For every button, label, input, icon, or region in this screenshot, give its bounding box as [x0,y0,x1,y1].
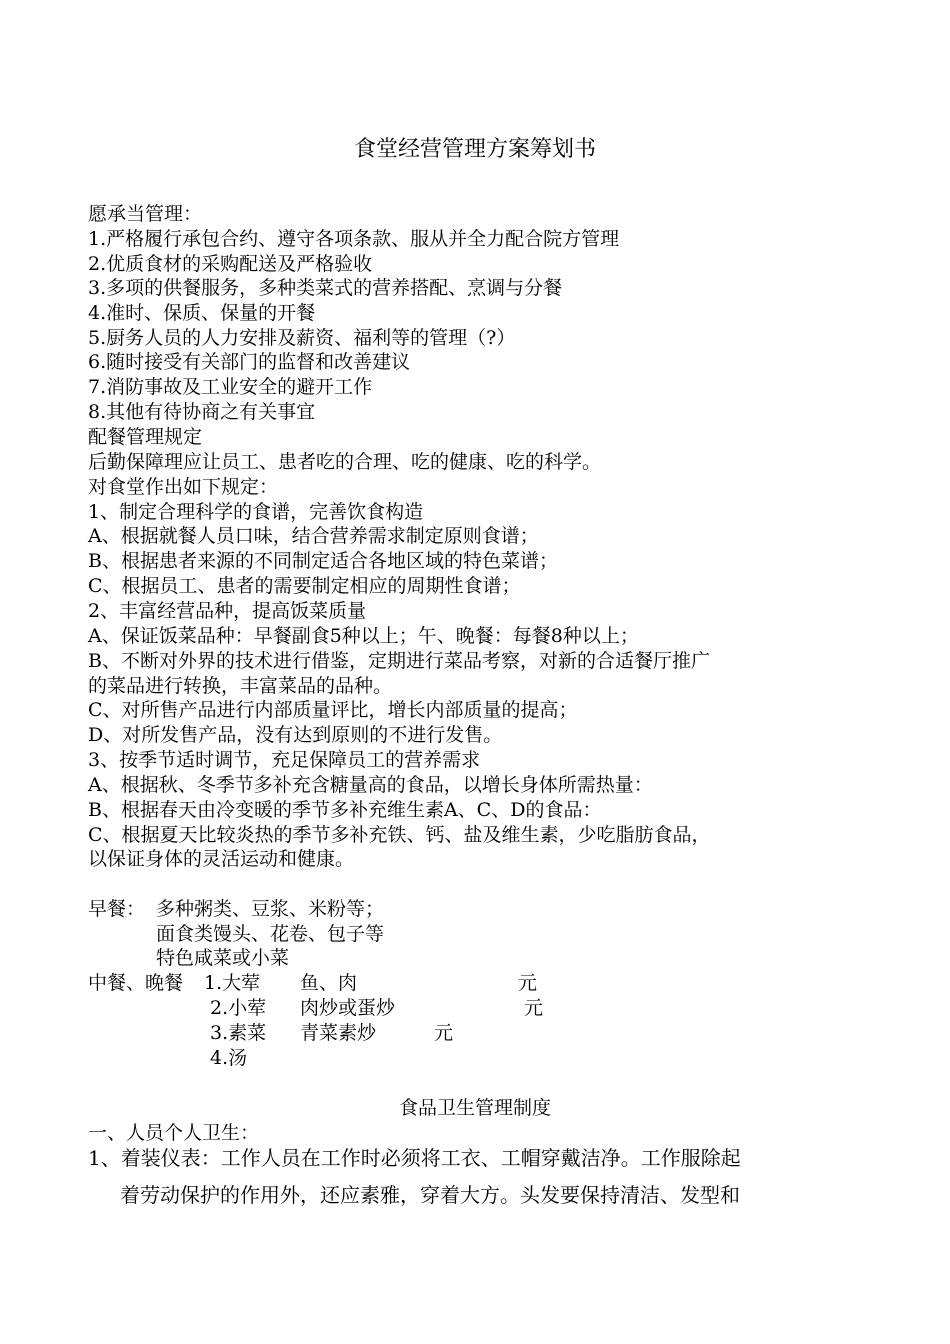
rule-line: B、不断对外界的技术进行借鉴，定期进行菜品考察，对新的合适餐厅推广 [88,650,710,672]
document-title: 食堂经营管理方案筹划书 [353,137,596,162]
rule-line: 1、制定合理科学的食谱，完善饮食构造 [88,501,424,523]
duty-item: 1.严格履行承包合约、遵守各项条款、服从并全力配合院方管理 [88,228,620,250]
section-lead: 对食堂作出如下规定： [88,476,279,498]
duty-item: 3.多项的供餐服务，多种类菜式的营养搭配、烹调与分餐 [88,277,563,299]
intro-line: 愿承当管理： [88,203,203,225]
duty-item: 6.随时接受有关部门的监督和改善建议 [88,351,411,373]
rule-line: D、对所发售产品，没有达到原则的不进行发售。 [88,724,503,746]
duty-item: 4.准时、保质、保量的开餐 [88,302,316,324]
section-title: 配餐管理规定 [88,426,203,448]
rule-line: A、根据就餐人员口味，结合营养需求制定原则食谱； [88,525,539,547]
rule-line: 的菜品进行转换，丰富菜品的品种。 [88,675,393,697]
rule-line: B、根据患者来源的不同制定适合各地区域的特色菜谱； [88,550,558,572]
breakfast-item: 特色咸菜或小菜 [156,947,290,969]
duty-item: 7.消防事故及工业安全的避开工作 [88,376,373,398]
lunch-item-desc: 肉炒或蛋炒 [300,997,396,1019]
hygiene-heading: 一、人员个人卫生： [88,1122,260,1144]
rule-line: C、根据夏天比较炎热的季节多补充铁、钙、盐及维生素，少吃脂肪食品， [88,824,711,846]
hygiene-item-line: 着劳动保护的作用外，还应素雅，穿着大方。头发要保持清洁、发型和 [120,1183,740,1207]
hygiene-title: 食品卫生管理制度 [398,1097,551,1119]
section-intro: 后勤保障理应让员工、患者吃的合理、吃的健康、吃的科学。 [88,451,602,473]
rule-line: C、对所售产品进行内部质量评比，增长内部质量的提高； [88,699,578,721]
hygiene-item-line: 1、着装仪表：工作人员在工作时必须将工衣、工帽穿戴洁净。工作服除起 [88,1146,741,1170]
rule-line: B、根据春天由冷变暖的季节多补充维生素A、C、D的食品： [88,799,602,821]
duty-item: 2.优质食材的采购配送及严格验收 [88,253,373,275]
rule-line: C、根据员工、患者的需要制定相应的周期性食谱； [88,575,521,597]
rule-line: A、保证饭菜品种：早餐副食5种以上；午、晚餐：每餐8种以上； [88,625,639,647]
lunch-item-price-unit: 元 [518,972,538,994]
breakfast-item: 面食类馒头、花卷、包子等 [156,923,385,945]
lunch-item-number: 3.素菜 [210,1022,267,1044]
breakfast-label: 早餐： [88,898,146,920]
lunch-item-desc: 鱼、肉 [300,972,358,994]
duty-item: 5.厨务人员的人力安排及薪资、福利等的管理（?） [88,327,516,349]
rule-line: 2、丰富经营品种，提高饭菜质量 [88,600,367,622]
lunch-item-price-unit: 元 [434,1022,454,1044]
lunch-label: 中餐、晚餐 [88,972,184,994]
rule-line: 3、按季节适时调节，充足保障员工的营养需求 [88,749,481,771]
duty-item: 8.其他有待协商之有关事宜 [88,401,316,423]
breakfast-item: 多种粥类、豆浆、米粉等； [156,898,385,920]
rule-line: A、根据秋、冬季节多补充含糖量高的食品，以增长身体所需热量： [88,774,653,796]
lunch-item-number: 1.大荤 [204,972,261,994]
lunch-item-number: 4.汤 [210,1047,248,1069]
lunch-item-price-unit: 元 [524,997,544,1019]
rule-line: 以保证身体的灵活运动和健康。 [88,848,355,870]
lunch-item-desc: 青菜素炒 [300,1022,377,1044]
lunch-item-number: 2.小荤 [210,997,267,1019]
